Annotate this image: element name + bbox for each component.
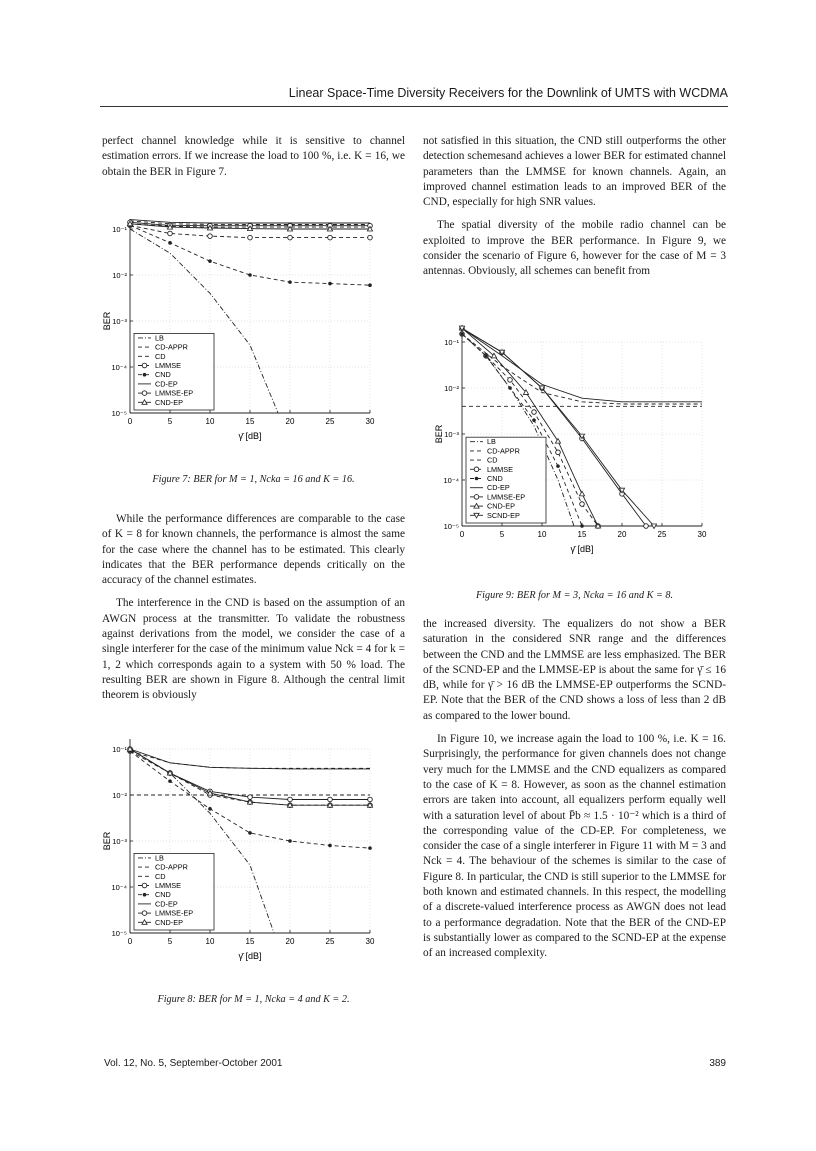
x-tick-label: 5 — [167, 417, 173, 426]
data-point — [328, 797, 333, 802]
data-point — [328, 844, 332, 848]
data-point — [508, 386, 512, 390]
y-tick-label: 10⁻¹ — [112, 225, 127, 234]
data-point — [368, 235, 373, 240]
legend-label: CND-EP — [155, 397, 183, 407]
y-tick-label: 10⁻² — [444, 384, 459, 393]
x-tick-label: 20 — [617, 530, 627, 539]
data-point — [248, 235, 253, 240]
data-point — [142, 883, 147, 888]
y-tick-label: 10⁻⁴ — [443, 476, 459, 485]
y-tick-label: 10⁻¹ — [444, 338, 459, 347]
x-tick-label: 30 — [365, 417, 375, 426]
legend — [134, 853, 214, 930]
figure-9-plot — [436, 328, 712, 568]
legend — [134, 333, 214, 410]
data-point — [368, 283, 372, 287]
y-axis-label: BER — [102, 311, 112, 331]
x-tick-label: 20 — [285, 937, 295, 946]
legend-label: LB — [155, 333, 164, 343]
x-tick-label: 20 — [285, 417, 295, 426]
y-tick-label: 10⁻³ — [112, 317, 127, 326]
paragraph: the increased diversity. The equalizers do not show a BER saturation in the considered SNR range and the differences between the CND and the LMMSE are less emphasized. The BER of the SCND-EP and the LMMSE-EP is about the same for γ̄ ≤ 16 dB, while for γ̄ > 16 dB the LMMSE-EP outperforms the SCND-EP. Note that the BER of the CND shows a loss of less than 2 dB as compared to the lower bound. — [423, 618, 726, 722]
data-point — [288, 797, 293, 802]
x-tick-label: 15 — [245, 937, 255, 946]
x-tick-label: 25 — [325, 937, 335, 946]
legend-label: LMMSE-EP — [155, 908, 194, 918]
figure-8-chart — [104, 735, 380, 975]
y-tick-label: 10⁻⁵ — [111, 929, 127, 938]
right-column-bottom — [423, 617, 726, 970]
x-tick-label: 5 — [499, 530, 505, 539]
data-point — [532, 418, 536, 422]
data-point — [556, 464, 560, 468]
left-column-middle — [102, 512, 405, 712]
data-point — [555, 439, 560, 444]
legend-label: CND — [155, 370, 171, 380]
data-point — [142, 363, 147, 368]
legend-label: CD — [155, 351, 166, 361]
y-tick-label: 10⁻⁵ — [443, 522, 459, 531]
legend-label: CD — [487, 455, 498, 465]
left-column-top — [102, 134, 405, 188]
legend-label: LMMSE — [487, 464, 513, 474]
legend-label: LMMSE — [155, 881, 181, 890]
x-tick-label: 30 — [697, 530, 707, 539]
paragraph: The interference in the CND is based on the assumption of an AWGN process at the transmitter. To validate the robustness against derivations from the model, we consider the case of a single interferer for the case of the minimum value Nck = 4 for k = 1, 2 which corresponds again to a system with 50 % load. The resulting BER are shown in Figure 8. Although the central limit theorem is obviously — [102, 597, 405, 702]
data-point — [288, 235, 293, 240]
paragraph: The spatial diversity of the mobile radio channel can be exploited to improve the BER performance. In Figure 9, we consider the scenario of Figure 6, however for the case of M = 3 antennas. Obviously, all schemes can benefit from — [423, 219, 726, 278]
data-point — [475, 477, 479, 481]
data-point — [460, 332, 464, 336]
x-tick-label: 25 — [657, 530, 667, 539]
data-point — [580, 502, 585, 507]
x-tick-label: 0 — [459, 530, 465, 539]
legend-label: CND — [155, 890, 171, 900]
data-point — [508, 378, 513, 383]
y-tick-label: 10⁻⁴ — [111, 883, 127, 892]
data-point — [248, 273, 252, 277]
footer-volume: Vol. 12, No. 5, September-October 2001 — [104, 1058, 283, 1069]
data-point — [532, 410, 537, 415]
figure-9-chart — [436, 328, 712, 568]
legend-label: CD-APPR — [487, 446, 520, 456]
legend-label: CND-EP — [487, 501, 515, 511]
y-axis-label: BER — [434, 424, 444, 444]
legend-label: CD-APPR — [155, 862, 188, 872]
data-point — [208, 259, 212, 263]
data-point — [168, 231, 173, 236]
x-tick-label: 30 — [365, 937, 375, 946]
legend-label: LMMSE-EP — [487, 492, 526, 502]
x-tick-label: 10 — [205, 417, 215, 426]
running-header — [100, 86, 728, 107]
x-axis-label: γ̄ [dB] — [570, 544, 594, 554]
x-tick-label: 15 — [245, 417, 255, 426]
data-point — [208, 807, 212, 811]
data-point — [168, 241, 172, 245]
series-lmmse-ep — [128, 747, 373, 802]
data-point — [474, 467, 479, 472]
y-tick-label: 10⁻² — [112, 791, 127, 800]
data-point — [474, 495, 479, 500]
y-tick-label: 10⁻⁴ — [111, 363, 127, 372]
data-point — [328, 282, 332, 286]
x-axis-label: γ̄ [dB] — [238, 431, 262, 441]
series-cd — [130, 751, 370, 768]
data-point — [579, 491, 584, 496]
x-tick-label: 0 — [127, 937, 133, 946]
data-point — [248, 831, 252, 835]
legend-label: LB — [155, 853, 164, 863]
y-tick-label: 10⁻⁵ — [111, 409, 127, 418]
legend-label: CD-APPR — [155, 342, 188, 352]
data-point — [644, 524, 649, 529]
figure-7-caption: Figure 7: BER for M = 1, Ncka = 16 and K = 16. — [152, 474, 355, 485]
legend-label: LMMSE-EP — [155, 388, 194, 398]
data-point — [208, 234, 213, 239]
legend — [466, 437, 546, 523]
y-tick-label: 10⁻² — [112, 271, 127, 280]
x-tick-label: 0 — [127, 417, 133, 426]
paragraph: not satisfied in this situation, the CND still outperforms the other detection schemesand achieves a lower BER for estimated channel parameters than the LMMSE for known channels. Again, an improved channel estimation leads to an improved BER of the CND, especially for high SNR values. — [423, 135, 726, 209]
y-axis-label: BER — [102, 831, 112, 851]
data-point — [168, 779, 172, 783]
series-line — [130, 751, 370, 768]
legend-label: SCND-EP — [487, 510, 520, 520]
legend-label: CD — [155, 871, 166, 881]
figure-8-caption: Figure 8: BER for M = 1, Ncka = 4 and K = 2. — [157, 994, 350, 1005]
legend-label: CND — [487, 474, 503, 483]
data-point — [142, 391, 147, 396]
data-point — [556, 450, 561, 455]
figure-7-plot — [104, 215, 380, 455]
figure-9-caption: Figure 9: BER for M = 3, Ncka = 16 and K = 8. — [475, 590, 674, 601]
legend-label: LMMSE — [155, 361, 181, 370]
series-cd-ep — [130, 220, 370, 223]
paragraph: While the performance differences are comparable to the case of K = 8 for known channels, the performance is almost the same for the case where the channel has to be estimated. This clearly indicates that the BER performance depends critically on the accuracy of the channel estimates. — [102, 513, 405, 587]
x-axis-label: γ̄ [dB] — [238, 951, 262, 961]
legend-label: CD-EP — [155, 899, 178, 909]
y-tick-label: 10⁻³ — [444, 430, 459, 439]
y-tick-label: 10⁻³ — [112, 837, 127, 846]
legend-label: CND-EP — [155, 917, 183, 927]
x-tick-label: 10 — [205, 937, 215, 946]
data-point — [368, 846, 372, 850]
running-title: Linear Space-Time Diversity Receivers for the Downlink of UMTS with WCDMA — [288, 86, 728, 100]
data-point — [580, 524, 584, 528]
legend-label: CD-EP — [155, 379, 178, 389]
data-point — [288, 839, 292, 843]
paragraph: In Figure 10, we increase again the load to 100 %, i.e. K = 16. Surprisingly, the performance for given channels does not change very much for the LMMSE and the CND equalizers as compared to the case of K = 8. However, as soon as the channel estimation errors are taken into account, all equalizers perform equally well with a saturation level of about P̄b ≈ 1.5 · 10⁻² which is a third of the corresponding value of the CD-EP. For completeness, we consider the case of a single interferer in Figure 11 with M = 3 and Nck = 4. The behaviour of the schemes is similar to the case of Figure 8. In particular, the CND is still superior to the LMMSE for both known and estimated channels. In this respect, the modelling of a discrete-valued interference process as AWGN does not lead to a performance degradation. Note that the BER of the CND-EP is substantially lower as compared to the SCND-EP at the expense of an increased complexity. — [423, 733, 726, 960]
data-point — [142, 911, 147, 916]
paragraph: perfect channel knowledge while it is sensitive to channel estimation errors. If we increase the load to 100 %, i.e. K = 16, we obtain the BER in Figure 7. — [102, 135, 405, 178]
data-point — [368, 797, 373, 802]
figure-8-plot — [104, 735, 380, 975]
x-tick-label: 15 — [577, 530, 587, 539]
data-point — [288, 280, 292, 284]
figure-7-chart — [104, 215, 380, 455]
right-column-top — [423, 134, 726, 288]
x-tick-label: 10 — [537, 530, 547, 539]
data-point — [143, 893, 147, 897]
data-point — [328, 235, 333, 240]
data-point — [143, 373, 147, 377]
footer-page-number: 389 — [709, 1058, 726, 1069]
legend-label: LB — [487, 437, 496, 447]
series-line — [130, 220, 370, 223]
x-tick-label: 5 — [167, 937, 173, 946]
y-tick-label: 10⁻¹ — [112, 745, 127, 754]
x-tick-label: 25 — [325, 417, 335, 426]
legend-label: CD-EP — [487, 483, 510, 493]
data-point — [484, 354, 488, 358]
